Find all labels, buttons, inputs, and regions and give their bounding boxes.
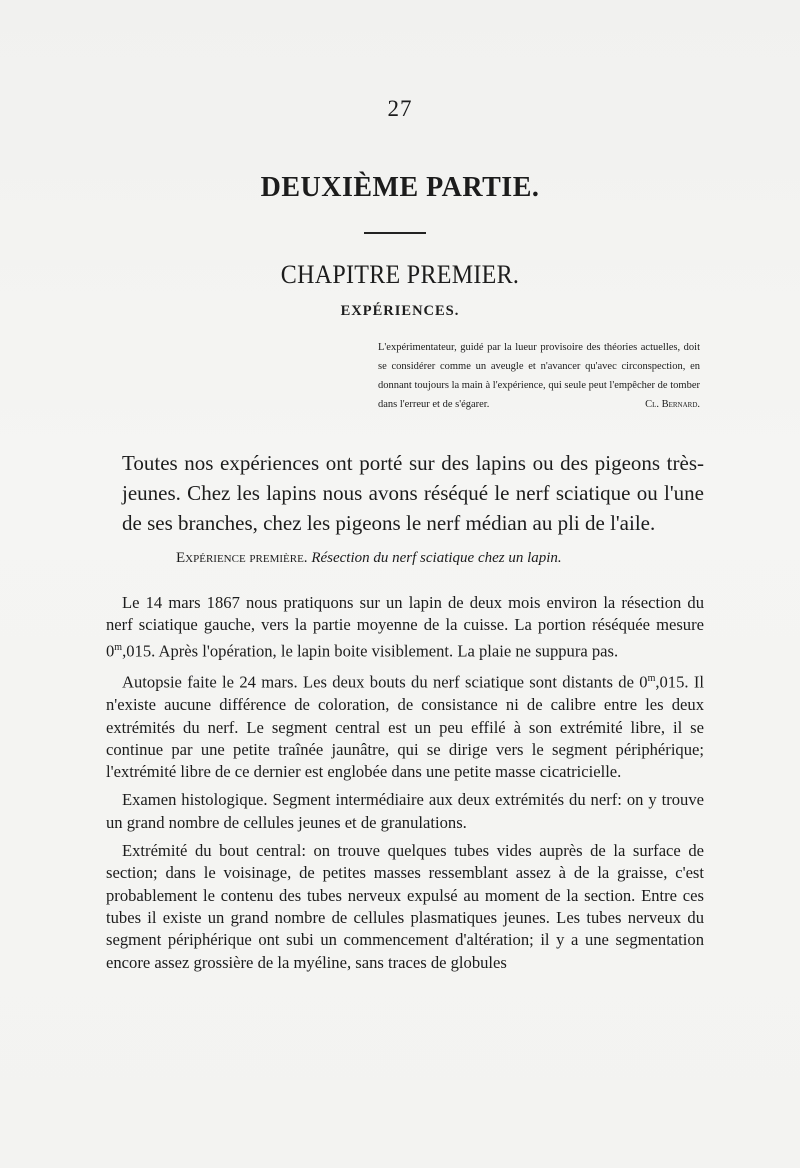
paragraph-2 — [106, 668, 704, 783]
paragraph-2-part-b: ,015. Il n'existe aucune différence de coloration, de consistance ni de calibre entre les deux extrémités du nerf. Le segment central est un peu effilé à son extrémité libre, il se continue par une petite traînée jaunâtre, qui se dirige vers le segment périphérique; l'extrémité libre de ce dernier est englobée dans une petite masse cicatricielle. — [106, 672, 704, 782]
part-title: DEUXIÈME PARTIE. — [260, 172, 540, 203]
epigraph — [378, 338, 700, 414]
paragraph-1-part-a: Le 14 mars 1867 nous pratiquons sur un lapin de deux mois environ la résection du nerf sciatique gauche, vers la partie moyenne de la cuisse. La portion réséquée mesure 0 — [106, 593, 704, 661]
paragraph-2-unit: m — [647, 673, 656, 685]
epigraph-signature: Cl. Bernard. — [645, 399, 700, 410]
experiment-label: Expérience première. — [176, 550, 308, 566]
section-title: EXPÉRIENCES. — [340, 303, 460, 319]
experiment-title: Résection du nerf sciatique chez un lapin. — [311, 550, 562, 566]
epigraph-text: L'expérimentateur, guidé par la lueur provisoire des théories actuelles, doit se considérer comme un aveugle et n'avancer qu'avec circonspection, en donnant toujours la main à l'expérience, qui seule peut l'empêcher de tomber dans l'erreur et de s'égarer. — [378, 342, 700, 410]
body-text — [106, 592, 704, 980]
experiment-heading — [176, 550, 562, 567]
paragraph-2-part-a: Autopsie faite le 24 mars. Les deux bouts du nerf sciatique sont distants de 0 — [122, 672, 648, 692]
chapter-title: CHAPITRE PREMIER. — [280, 260, 520, 290]
paragraph-4: Extrémité du bout central: on trouve quelques tubes vides auprès de la surface de section; dans le voisinage, de petites masses ressemblant assez à de la graisse, c'est probablement le contenu des tubes nerveux expulsé au moment de la section. Entre ces tubes il existe un grand nombre de cellules plasmatiques jeunes. Les tubes nerveux du segment périphérique ont subi un commencement d'altération; il y a une segmentation encore assez grossière de la myéline, sans traces de globules — [106, 841, 704, 972]
page-number: 27 — [387, 96, 413, 121]
paragraph-1-unit: m — [114, 641, 123, 653]
lead-paragraph: Toutes nos expériences ont porté sur des lapins ou des pigeons très-jeunes. Chez les lapins nous avons réséqué le nerf sciatique ou l'une de ses branches, chez les pigeons le nerf médian au pli de l'aile. — [122, 451, 704, 535]
title-rule — [364, 232, 426, 234]
paragraph-1-part-b: ,015. Après l'opération, le lapin boite visiblement. La plaie ne suppura pas. — [122, 641, 619, 661]
paragraph-1 — [106, 592, 704, 662]
paragraph-3: Examen histologique. Segment intermédiaire aux deux extrémités du nerf: on y trouve un grand nombre de cellules jeunes et de granulations. — [106, 790, 704, 832]
